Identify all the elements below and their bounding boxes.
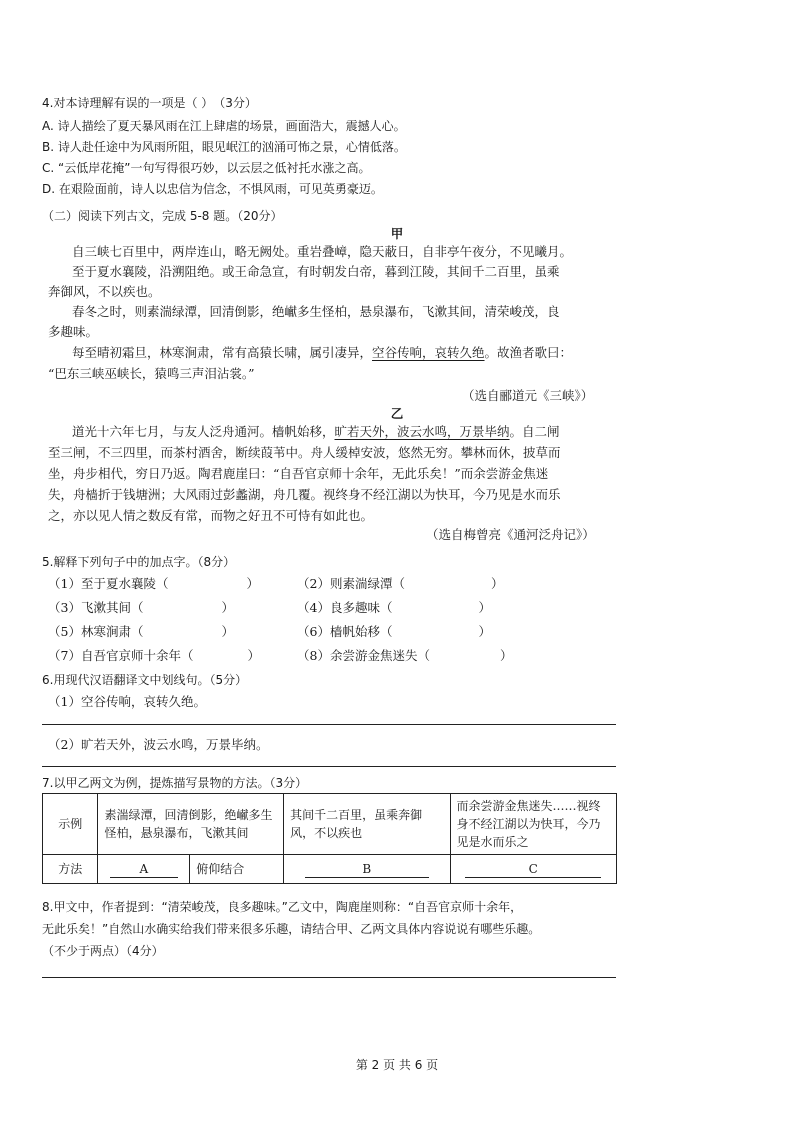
q4-stem <box>42 94 257 112</box>
row-head-examples: 示例 <box>43 794 98 855</box>
method-cell-c[interactable] <box>450 855 616 884</box>
text-yi-label: 乙 <box>390 406 404 421</box>
q5-item-5-text: （5）林寒涧肃（ <box>48 624 144 639</box>
jia-line-4: 春冬之时，则素湍绿潭，回清倒影，绝𪩘多生怪柏，悬泉瀑布，飞漱其间，清荣峻茂，良 <box>72 304 560 319</box>
method-cell-b[interactable] <box>284 855 450 884</box>
q6-stem: 6.用现代汉语翻译文中划线句。（5分） <box>42 673 248 687</box>
example-cell-3: 而余尝游金焦迷失……视终身不经江湖以为快耳，今乃见是水而乐之 <box>450 794 616 855</box>
q8-line-1: 8.甲文中，作者提到：“清荣峻茂，良多趣味。”乙文中，陶鹿崖则称：“自吾官京师十余年， <box>42 900 523 914</box>
yi-line-3: 坐，舟步相代，穷日乃返。陶君鹿崖曰：“自吾官京师十余年，无此乐矣！”而余尝游金焦迷 <box>48 466 549 481</box>
q6-sentence-1: （1）空谷传响，哀转久绝。 <box>48 694 206 709</box>
jia-line-1: 自三峡七百里中，两岸连山，略无阙处。重岩叠嶂，隐天蔽日，自非亭午夜分，不见曦月。 <box>72 244 573 259</box>
q5-item-3-close: ） <box>221 600 234 615</box>
example-cell-1: 素湍绿潭，回清倒影，绝𪩘多生怪柏，悬泉瀑布，飞漱其间 <box>98 794 284 855</box>
q6-sentence-2: （2）旷若天外，波云水鸣，万景毕纳。 <box>48 737 269 752</box>
table-row-examples <box>43 794 617 855</box>
q5-item-5 <box>48 623 234 641</box>
section2-title: （二）阅读下列古文，完成 5-8 题。（20分） <box>42 209 283 223</box>
method-cell-given: 俯仰结合 <box>190 855 284 884</box>
q4-option-d: D. 在艰险面前，诗人以忠信为信念，不惧风雨，可见英勇豪迈。 <box>42 182 383 196</box>
q5-item-3-text: （3）飞漱其间（ <box>48 600 144 615</box>
page-number: 第 2 页 共 6 页 <box>355 1058 439 1072</box>
yi-line-1-post: 。自二闸 <box>509 424 560 439</box>
q4-score: （3分） <box>213 96 257 110</box>
q5-item-6-text: （6）樯帆始移（ <box>297 624 393 639</box>
q5-item-8 <box>297 647 512 665</box>
yi-source: （选自梅曾亮《通河泛舟记》） <box>426 527 595 542</box>
q4-option-b: B. 诗人赴任途中为风雨所阻，眼见岷江的汹涌可怖之景，心情低落。 <box>42 140 406 154</box>
yi-line-2: 至三闸，不三四里，而茶村酒舍，断续葭苇中。舟人缓棹安波，悠然无穷。攀林而休，披草而 <box>48 445 561 460</box>
yi-underlined-sentence: 旷若天外，波云水鸣，万景毕纳 <box>334 424 510 439</box>
q6-answer-line-2[interactable] <box>42 766 616 767</box>
q5-item-6 <box>297 623 491 641</box>
q4-option-c: C. “云低岸花掩”一句写得很巧妙，以云层之低衬托水涨之高。 <box>42 161 371 175</box>
row-head-methods: 方法 <box>43 855 98 884</box>
jia-line-5: 多趣味。 <box>48 324 99 339</box>
q7-methods-table <box>42 793 617 884</box>
q5-item-5-close: ） <box>221 624 234 639</box>
q5-item-2 <box>297 575 503 593</box>
jia-line-7: “巴东三峡巫峡长，猿鸣三声泪沾裳。” <box>48 366 255 381</box>
q5-item-3 <box>48 599 234 617</box>
q5-item-7-close: ） <box>247 648 260 663</box>
yi-line-4: 失，舟樯折于钱塘洲；大风雨过彭蠡湖，舟几覆。视终身不经江湖以为快耳，今乃见是水而乐 <box>48 487 561 502</box>
q5-item-2-text: （2）则素湍绿潭（ <box>297 576 405 591</box>
q5-item-1-close: ） <box>246 576 259 591</box>
jia-line-3: 奔御风，不以疾也。 <box>48 284 161 299</box>
q5-item-2-close: ） <box>490 576 504 591</box>
jia-line-2: 至于夏水襄陵，沿溯阻绝。或王命急宣，有时朝发白帝，暮到江陵，其间千二百里，虽乘 <box>72 264 560 279</box>
q4-stem-text: 4.对本诗理解有误的一项是 <box>42 96 186 110</box>
q5-item-7 <box>48 647 260 665</box>
q8-line-3: （不少于两点）（4分） <box>42 944 164 958</box>
yi-line-1 <box>72 423 560 441</box>
text-jia-label: 甲 <box>390 226 404 241</box>
jia-line-6-pre: 每至晴初霜旦，林寒涧肃，常有高猿长啸，属引凄异， <box>72 345 373 360</box>
q5-item-1-text: （1）至于夏水襄陵（ <box>48 576 169 591</box>
q4-answer-paren: （ ） <box>185 96 214 110</box>
q7-stem: 7.以甲乙两文为例，提炼描写景物的方法。（3分） <box>42 776 308 790</box>
jia-line-6 <box>72 344 572 362</box>
q5-item-7-text: （7）自吾官京师十余年（ <box>48 648 194 663</box>
q6-answer-line-1[interactable] <box>42 724 616 725</box>
example-cell-2: 其间千二百里，虽乘奔御风，不以疾也 <box>284 794 450 855</box>
q5-item-6-close: ） <box>478 624 491 639</box>
blank-a[interactable]: A <box>110 861 178 878</box>
blank-c[interactable]: C <box>465 861 601 878</box>
jia-source: （选自郦道元《三峡》） <box>462 388 594 403</box>
q8-answer-line[interactable] <box>42 977 616 978</box>
q5-item-4 <box>297 599 491 617</box>
q4-option-a: A. 诗人描绘了夏天暴风雨在江上肆虐的场景，画面浩大，震撼人心。 <box>42 119 406 133</box>
table-row-methods <box>43 855 617 884</box>
q5-item-1 <box>48 575 259 593</box>
q5-item-4-text: （4）良多趣味（ <box>297 600 393 615</box>
method-cell-a[interactable] <box>98 855 190 884</box>
q5-item-4-close: ） <box>478 600 491 615</box>
yi-line-5: 之，亦以见人情之数反有常，而物之好丑不可恃有如此也。 <box>48 508 374 523</box>
yi-line-1-pre: 道光十六年七月，与友人泛舟通河。樯帆始移， <box>72 424 335 439</box>
blank-b[interactable]: B <box>305 861 429 878</box>
q5-item-8-text: （8）余尝游金焦迷失（ <box>297 648 430 663</box>
q8-line-2: 无此乐矣！”自然山水确实给我们带来很多乐趣，请结合甲、乙两文具体内容说说有哪些乐趣。 <box>42 922 541 936</box>
q5-item-8-close: ） <box>499 648 513 663</box>
jia-underlined-sentence: 空谷传响，哀转久绝 <box>372 345 485 360</box>
jia-line-6-post: 。故渔者歌曰： <box>484 345 573 360</box>
q5-stem: 5.解释下列句子中的加点字。（8分） <box>42 555 236 569</box>
